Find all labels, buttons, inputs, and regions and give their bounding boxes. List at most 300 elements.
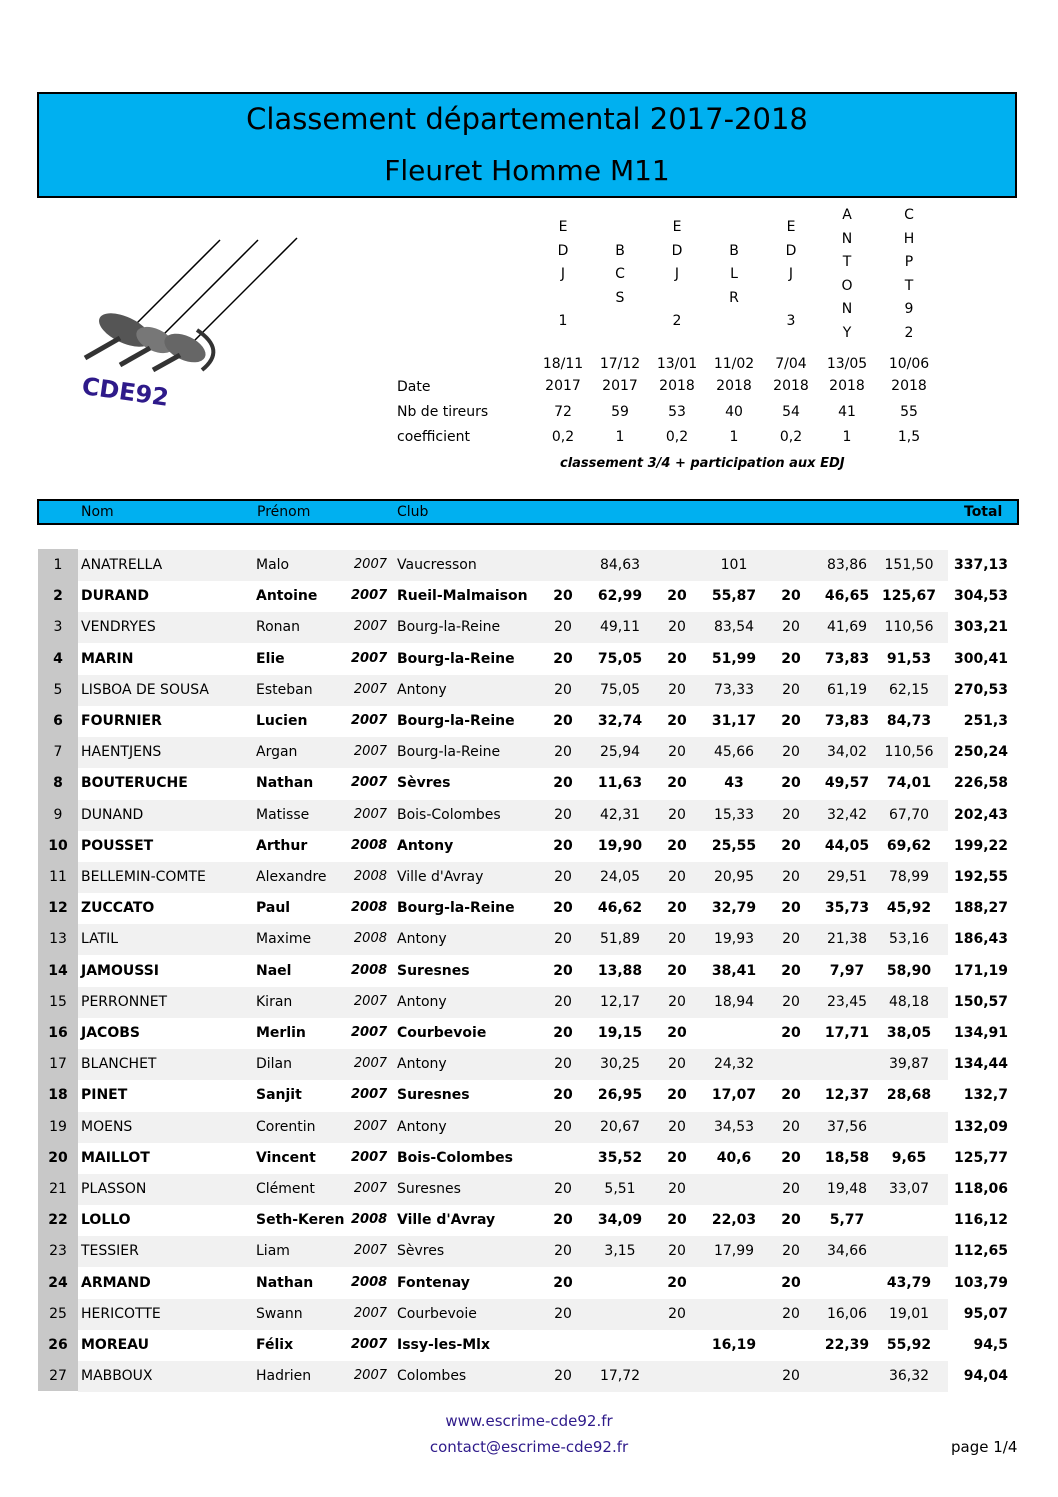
score-cell: 38,41 xyxy=(711,962,757,979)
competition-coef: 0,2 xyxy=(779,429,803,445)
score-cell: 35,52 xyxy=(597,1149,643,1166)
table-row xyxy=(53,675,1008,706)
year-cell: 2008 xyxy=(351,837,388,853)
year-cell: 2007 xyxy=(353,1181,387,1196)
competition-code: B L R xyxy=(729,242,739,306)
score-cell: 40,6 xyxy=(716,1149,752,1166)
competition-fencers: 40 xyxy=(725,404,743,420)
rank-cell: 6 xyxy=(53,713,63,729)
score-cell: 44,05 xyxy=(824,837,870,854)
year-cell: 2007 xyxy=(353,993,387,1009)
score-cell: 43 xyxy=(724,775,744,792)
prenom-cell: Corentin xyxy=(256,1118,316,1135)
competition-fencers: 72 xyxy=(554,404,572,420)
year-cell: 2007 xyxy=(351,775,388,791)
competition-date xyxy=(763,353,819,397)
total-cell: 94,04 xyxy=(963,1368,1008,1385)
score-cell: 5,77 xyxy=(829,1212,865,1229)
table-row xyxy=(49,1174,1008,1205)
score-cell: 20 xyxy=(781,1212,801,1229)
rank-cell: 14 xyxy=(48,962,68,979)
prenom-cell: Nathan xyxy=(256,1274,314,1291)
table-row xyxy=(48,1268,1008,1299)
competition-coef: 1 xyxy=(615,429,625,445)
prenom-cell: Ronan xyxy=(256,619,300,636)
score-cell: 13,88 xyxy=(597,962,643,979)
nom-cell: BELLEMIN-COMTE xyxy=(81,869,206,885)
competition-date xyxy=(881,353,937,397)
score-cell: 20 xyxy=(667,775,687,792)
total-cell: 300,41 xyxy=(953,650,1008,667)
header-club: Club xyxy=(397,504,429,520)
score-cell: 45,92 xyxy=(886,900,932,917)
table-row xyxy=(48,1080,1008,1111)
email-link[interactable]: contact@escrime-cde92.fr xyxy=(429,1438,629,1456)
year-cell: 2007 xyxy=(351,1149,388,1165)
date-day: 17/12 xyxy=(599,356,641,372)
prenom-cell: Merlin xyxy=(256,1025,306,1041)
score-cell: 49,57 xyxy=(824,775,870,792)
club-cell: Antony xyxy=(397,993,447,1010)
score-cell: 20 xyxy=(553,1025,573,1041)
year-cell: 2008 xyxy=(351,962,388,978)
fencers-label: Nb de tireurs xyxy=(397,404,489,420)
nom-cell: MOREAU xyxy=(81,1337,149,1353)
year-cell: 2007 xyxy=(351,713,388,728)
rank-cell: 2 xyxy=(53,588,63,605)
score-cell: 20 xyxy=(553,588,573,605)
score-cell: 20 xyxy=(667,1025,687,1041)
club-cell: Bois-Colombes xyxy=(397,806,501,823)
competition-code: E D J 2 xyxy=(671,219,683,330)
table-row xyxy=(53,768,1008,799)
score-cell: 21,38 xyxy=(826,931,868,948)
score-cell: 11,63 xyxy=(597,775,643,792)
club-cell: Antony xyxy=(397,681,447,698)
date-label: Date xyxy=(397,379,431,395)
score-cell: 29,51 xyxy=(826,869,868,885)
nom-cell: BOUTERUCHE xyxy=(81,775,188,792)
date-day: 18/11 xyxy=(542,356,584,372)
score-cell: 22,39 xyxy=(824,1337,870,1353)
score-cell: 49,11 xyxy=(599,619,641,636)
table-row xyxy=(53,550,1008,581)
score-cell: 20 xyxy=(554,993,572,1010)
score-cell: 19,93 xyxy=(713,931,755,948)
total-cell: 337,13 xyxy=(953,557,1008,573)
score-cell: 75,05 xyxy=(599,681,641,698)
year-cell: 2008 xyxy=(353,869,387,884)
table-row xyxy=(48,956,1008,987)
score-cell: 20 xyxy=(668,681,686,698)
score-cell: 67,70 xyxy=(888,806,930,823)
total-cell: 150,57 xyxy=(953,993,1008,1010)
score-cell: 20 xyxy=(781,775,801,792)
club-cell: Antony xyxy=(397,931,447,948)
header-prenom: Prénom xyxy=(257,504,311,520)
score-cell: 20 xyxy=(667,962,687,979)
score-cell: 84,63 xyxy=(599,557,641,573)
score-cell: 74,01 xyxy=(886,775,932,792)
score-cell: 45,66 xyxy=(713,744,755,761)
year-cell: 2007 xyxy=(353,1305,387,1321)
total-cell: 134,44 xyxy=(953,1056,1008,1073)
prenom-cell: Paul xyxy=(256,900,291,917)
prenom-cell: Esteban xyxy=(256,681,313,698)
score-cell: 20 xyxy=(781,650,801,667)
score-cell: 20 xyxy=(554,1118,572,1135)
table-row xyxy=(53,800,1008,831)
score-cell: 73,33 xyxy=(713,681,755,698)
club-cell: Fontenay xyxy=(397,1274,470,1291)
score-cell: 20 xyxy=(781,713,801,729)
date-year: 2018 xyxy=(891,378,927,394)
score-cell: 20 xyxy=(554,931,572,948)
club-cell: Bois-Colombes xyxy=(397,1149,513,1166)
score-cell: 28,68 xyxy=(886,1087,932,1104)
rank-cell: 25 xyxy=(49,1305,67,1322)
competition-date xyxy=(706,353,762,397)
rank-cell: 9 xyxy=(53,806,63,823)
club-cell: Suresnes xyxy=(397,1087,470,1104)
table-row xyxy=(48,1143,1008,1174)
score-cell: 20 xyxy=(554,869,572,885)
nom-cell: MOENS xyxy=(81,1118,133,1135)
total-cell: 202,43 xyxy=(953,806,1008,823)
prenom-cell: Liam xyxy=(256,1243,290,1260)
competition-date xyxy=(592,353,648,397)
nom-cell: ANATRELLA xyxy=(81,557,163,573)
table-row xyxy=(53,706,1008,737)
score-cell: 62,15 xyxy=(888,681,930,698)
year-cell: 2007 xyxy=(353,1368,387,1384)
score-cell: 78,99 xyxy=(888,869,930,885)
rank-cell: 11 xyxy=(49,869,67,885)
date-year: 2018 xyxy=(773,378,809,394)
score-cell: 20 xyxy=(781,588,801,605)
table-row xyxy=(49,862,1008,893)
date-day: 11/02 xyxy=(713,356,755,372)
total-cell: 94,5 xyxy=(973,1337,1008,1353)
score-cell: 20 xyxy=(554,744,572,761)
rank-cell: 17 xyxy=(49,1056,67,1073)
score-cell: 62,99 xyxy=(597,588,643,605)
coef-label: coefficient xyxy=(397,429,470,445)
score-cell: 18,58 xyxy=(824,1149,870,1166)
score-cell: 19,90 xyxy=(597,837,643,854)
score-cell: 20,95 xyxy=(713,869,755,885)
score-cell: 43,79 xyxy=(886,1274,932,1291)
competition-coef: 0,2 xyxy=(551,429,575,445)
score-cell: 20 xyxy=(553,900,573,917)
score-cell: 17,72 xyxy=(599,1368,641,1385)
total-cell: 303,21 xyxy=(953,619,1008,636)
total-cell: 171,19 xyxy=(953,962,1008,979)
score-cell: 58,90 xyxy=(886,962,932,979)
score-cell: 20 xyxy=(781,1087,801,1104)
score-cell: 20 xyxy=(554,681,572,698)
score-cell: 20 xyxy=(554,1368,572,1385)
rank-cell: 1 xyxy=(53,557,63,573)
year-cell: 2007 xyxy=(353,1243,387,1259)
score-cell: 32,42 xyxy=(826,806,868,823)
score-cell: 12,17 xyxy=(599,993,641,1010)
nom-cell: MARIN xyxy=(81,650,134,667)
date-day: 7/04 xyxy=(775,356,807,372)
score-cell: 20 xyxy=(781,962,801,979)
score-cell: 20 xyxy=(782,681,800,698)
score-cell: 18,94 xyxy=(713,993,755,1010)
nom-cell: POUSSET xyxy=(81,837,154,854)
nom-cell: PERRONNET xyxy=(81,993,168,1010)
table-row xyxy=(48,893,1008,924)
total-cell: 118,06 xyxy=(953,1181,1008,1197)
competition-date xyxy=(535,353,591,397)
table-row xyxy=(53,737,1008,768)
score-cell: 20 xyxy=(553,1087,573,1104)
score-cell: 20 xyxy=(782,931,800,948)
score-cell: 20 xyxy=(668,993,686,1010)
year-cell: 2007 xyxy=(353,681,387,697)
score-cell: 51,89 xyxy=(599,931,641,948)
rank-cell: 12 xyxy=(48,900,68,917)
title-banner xyxy=(37,92,1017,198)
nom-cell: TESSIER xyxy=(81,1243,139,1260)
header-total: Total xyxy=(964,504,1003,520)
score-cell: 31,17 xyxy=(711,713,757,729)
prenom-cell: Kiran xyxy=(256,993,293,1010)
nom-cell: LISBOA DE SOUSA xyxy=(81,681,209,698)
score-cell: 25,94 xyxy=(599,744,641,761)
score-cell: 20 xyxy=(553,1274,573,1291)
prenom-cell: Seth-Keren xyxy=(256,1212,345,1229)
prenom-cell: Matisse xyxy=(256,806,310,823)
competition-date xyxy=(649,353,705,397)
year-cell: 2007 xyxy=(353,1118,387,1134)
score-cell: 20 xyxy=(668,619,686,636)
score-cell: 20 xyxy=(553,837,573,854)
prenom-cell: Nathan xyxy=(256,775,314,792)
nom-cell: FOURNIER xyxy=(81,713,162,729)
nom-cell: ZUCCATO xyxy=(81,900,155,917)
date-year: 2018 xyxy=(659,378,695,394)
score-cell: 5,51 xyxy=(604,1181,636,1197)
score-cell: 20 xyxy=(554,806,572,823)
rank-cell: 4 xyxy=(53,650,63,667)
club-cell: Ville d'Avray xyxy=(397,869,484,885)
score-cell: 20 xyxy=(781,900,801,917)
prenom-cell: Malo xyxy=(256,557,290,573)
score-cell: 20 xyxy=(668,1305,686,1322)
club-cell: Bourg-la-Reine xyxy=(397,619,501,636)
score-cell: 125,67 xyxy=(881,588,937,605)
prenom-cell: Alexandre xyxy=(256,869,327,885)
club-cell: Colombes xyxy=(397,1368,467,1385)
header-nom: Nom xyxy=(81,504,114,520)
date-year: 2017 xyxy=(602,378,638,394)
score-cell: 20 xyxy=(667,1274,687,1291)
nom-cell: LOLLO xyxy=(81,1212,131,1229)
score-cell: 23,45 xyxy=(826,993,868,1010)
club-cell: Antony xyxy=(397,837,454,854)
score-cell: 34,02 xyxy=(826,744,868,761)
rank-cell: 22 xyxy=(48,1212,68,1229)
total-cell: 199,22 xyxy=(953,837,1008,854)
score-cell: 20 xyxy=(667,837,687,854)
page-title: Classement départemental 2017-2018 xyxy=(246,102,808,136)
table-row xyxy=(49,1112,1008,1143)
nom-cell: HERICOTTE xyxy=(81,1305,161,1322)
score-cell: 110,56 xyxy=(884,744,934,761)
score-cell: 20 xyxy=(781,1025,801,1041)
year-cell: 2007 xyxy=(353,806,387,822)
score-cell: 20 xyxy=(554,1056,572,1073)
total-cell: 251,3 xyxy=(963,713,1008,729)
score-cell: 34,09 xyxy=(597,1212,643,1229)
nom-cell: PINET xyxy=(81,1087,128,1104)
score-cell: 83,86 xyxy=(826,557,868,573)
date-year: 2017 xyxy=(545,378,581,394)
year-cell: 2007 xyxy=(353,744,387,760)
competition-fencers: 53 xyxy=(668,404,686,420)
nom-cell: LATIL xyxy=(81,931,119,948)
competition-code: E D J 1 xyxy=(557,219,569,330)
score-cell: 61,19 xyxy=(826,681,868,698)
competition-coef: 0,2 xyxy=(665,429,689,445)
table-row xyxy=(49,1299,1008,1330)
score-cell: 20 xyxy=(667,713,687,729)
total-cell: 226,58 xyxy=(953,775,1008,792)
date-day: 10/06 xyxy=(888,356,930,372)
score-cell: 20 xyxy=(667,650,687,667)
rank-cell: 13 xyxy=(49,931,67,948)
rank-cell: 26 xyxy=(48,1337,68,1353)
score-cell: 35,73 xyxy=(824,900,870,917)
score-cell: 20 xyxy=(668,1243,686,1260)
rank-cell: 3 xyxy=(53,619,63,636)
rank-cell: 20 xyxy=(48,1149,68,1166)
score-cell: 84,73 xyxy=(886,713,932,729)
score-cell: 20 xyxy=(667,1149,687,1166)
score-cell: 20 xyxy=(553,1212,573,1229)
score-cell: 24,32 xyxy=(713,1056,755,1073)
score-cell: 17,07 xyxy=(711,1087,757,1104)
competition-fencers: 54 xyxy=(782,404,800,420)
score-cell: 20 xyxy=(667,1087,687,1104)
score-cell: 7,97 xyxy=(829,962,865,979)
score-cell: 19,15 xyxy=(597,1025,643,1041)
competition-date xyxy=(819,353,875,397)
total-cell: 132,09 xyxy=(953,1118,1008,1135)
score-cell: 55,87 xyxy=(711,588,757,605)
score-cell: 69,62 xyxy=(886,837,932,854)
year-cell: 2008 xyxy=(351,1274,388,1290)
nom-cell: MAILLOT xyxy=(81,1149,150,1166)
table-row xyxy=(48,1205,1008,1236)
rank-cell: 10 xyxy=(48,837,68,854)
score-cell: 20,67 xyxy=(599,1118,641,1135)
date-day: 13/01 xyxy=(656,356,698,372)
club-cell: Vaucresson xyxy=(397,557,477,573)
club-cell: Suresnes xyxy=(397,962,470,979)
nom-cell: DURAND xyxy=(81,588,149,605)
score-cell: 20 xyxy=(553,713,573,729)
rank-cell: 27 xyxy=(49,1368,67,1385)
score-cell: 46,62 xyxy=(597,900,643,917)
club-cell: Bourg-la-Reine xyxy=(397,744,501,761)
club-cell: Bourg-la-Reine xyxy=(397,900,515,917)
score-cell: 20 xyxy=(668,1118,686,1135)
table-row xyxy=(53,612,1008,643)
total-cell: 134,91 xyxy=(953,1025,1008,1041)
score-cell: 110,56 xyxy=(884,619,934,636)
year-cell: 2007 xyxy=(351,1087,388,1103)
prenom-cell: Nael xyxy=(256,962,292,979)
year-cell: 2008 xyxy=(351,900,388,916)
score-cell: 17,99 xyxy=(713,1243,755,1260)
prenom-cell: Antoine xyxy=(256,588,318,605)
club-cell: Sèvres xyxy=(397,1243,445,1260)
prenom-cell: Vincent xyxy=(256,1149,316,1166)
competition-coef: 1 xyxy=(729,429,739,445)
score-cell: 19,48 xyxy=(826,1181,868,1197)
score-cell: 16,06 xyxy=(826,1305,868,1322)
total-cell: 250,24 xyxy=(953,744,1008,761)
score-cell: 20 xyxy=(782,1368,800,1385)
score-cell: 20 xyxy=(667,1212,687,1229)
year-cell: 2007 xyxy=(353,619,387,635)
score-cell: 151,50 xyxy=(884,557,934,573)
score-cell: 34,53 xyxy=(713,1118,755,1135)
club-cell: Antony xyxy=(397,1118,447,1135)
nom-cell: HAENTJENS xyxy=(81,744,162,761)
score-cell: 17,71 xyxy=(824,1025,870,1041)
score-cell: 73,83 xyxy=(824,713,870,729)
score-cell: 16,19 xyxy=(711,1337,757,1353)
competition-coef: 1,5 xyxy=(897,429,921,445)
score-cell: 20 xyxy=(782,1243,800,1260)
score-cell: 34,66 xyxy=(826,1243,868,1260)
nom-cell: JAMOUSSI xyxy=(81,962,159,979)
competition-code: E D J 3 xyxy=(785,219,797,330)
score-cell: 20 xyxy=(782,1305,800,1322)
table-row xyxy=(49,1049,1008,1080)
prenom-cell: Sanjit xyxy=(256,1087,302,1104)
total-cell: 304,53 xyxy=(953,588,1008,605)
total-cell: 103,79 xyxy=(953,1274,1008,1291)
nom-cell: PLASSON xyxy=(81,1181,147,1197)
score-cell: 53,16 xyxy=(888,931,930,948)
prenom-cell: Félix xyxy=(256,1337,294,1353)
score-cell: 20 xyxy=(554,619,572,636)
website-link[interactable]: www.escrime-cde92.fr xyxy=(445,1412,613,1430)
nom-cell: VENDRYES xyxy=(81,619,156,636)
score-cell: 20 xyxy=(667,588,687,605)
table-row xyxy=(49,1361,1008,1392)
club-cell: Antony xyxy=(397,1056,447,1073)
total-cell: 95,07 xyxy=(963,1305,1008,1322)
score-cell: 20 xyxy=(553,962,573,979)
rank-cell: 16 xyxy=(48,1025,68,1041)
rank-cell: 15 xyxy=(49,993,67,1010)
score-cell: 20 xyxy=(667,900,687,917)
score-cell: 20 xyxy=(782,869,800,885)
score-cell: 33,07 xyxy=(888,1181,930,1197)
score-cell: 83,54 xyxy=(713,619,755,636)
total-cell: 192,55 xyxy=(953,869,1008,885)
score-cell: 20 xyxy=(782,993,800,1010)
club-cell: Bourg-la-Reine xyxy=(397,650,515,667)
